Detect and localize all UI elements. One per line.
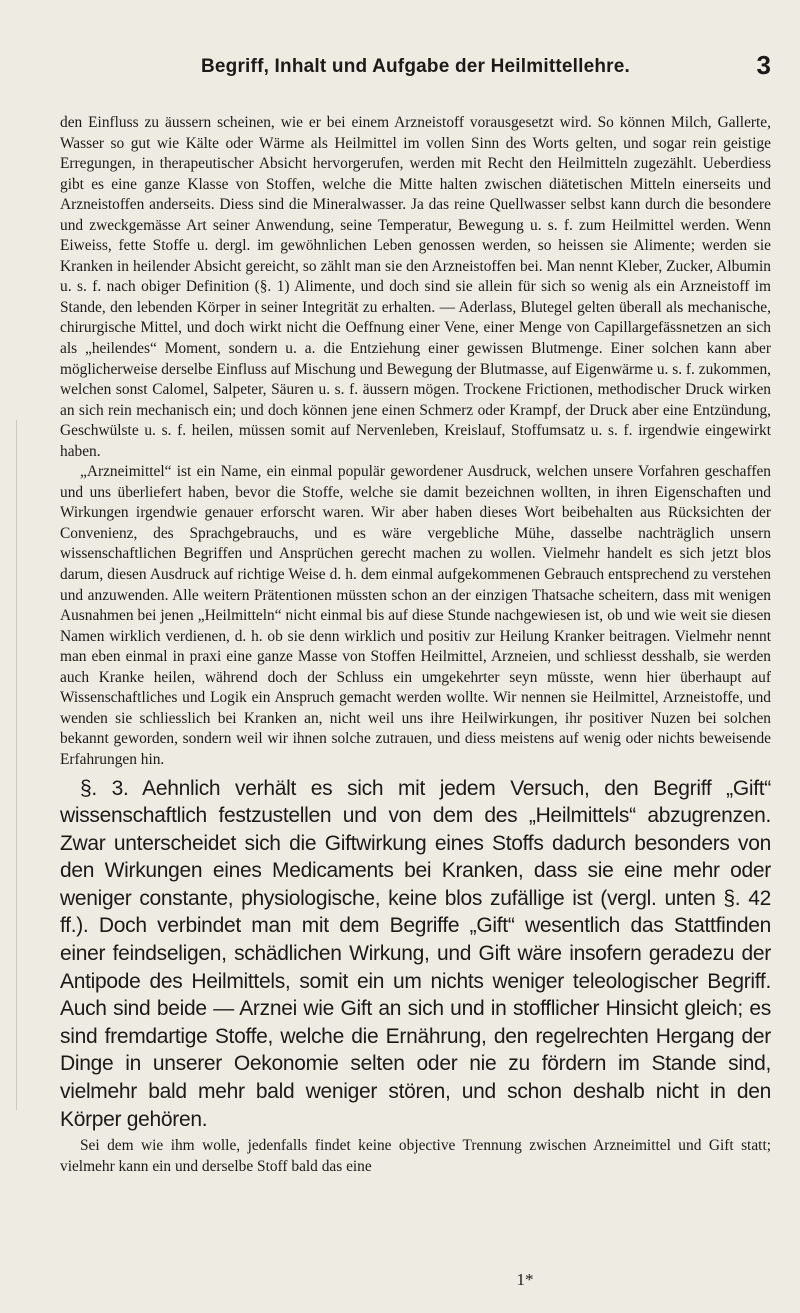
running-title: Begriff, Inhalt und Aufgabe der Heilmittellehre. xyxy=(200,56,631,77)
body-text xyxy=(60,113,771,1177)
page-header xyxy=(60,52,771,82)
paragraph-4: Sei dem wie ihm wolle, jedenfalls findet keine objective Trennung zwischen Arzneimittel und Gift statt; vielmehr kann ein und derselbe Stoff bald das eine xyxy=(60,1137,771,1175)
printer-signature: 1* xyxy=(516,1270,534,1289)
paragraph-1: den Einfluss zu äussern scheinen, wie er bei einem Arzneistoff vorausgesetzt wird. So können Milch, Gallerte, Wasser so gut wie Kälte oder Wärme als Heilmittel im vollen Sinn des Worts gelten, und sogar rein geistige Erregungen, in therapeutischer Absicht hervorgerufen, werden mit Recht den Heilmitteln zugezählt. Ueberdiess gibt es eine ganze Klasse von Stoffen, welche die Mitte halten zwischen diätetischen Mitteln einerseits und Arzneistoffen anderseits. Diess sind die Mineralwasser. Ja das reine Quellwasser selbst kann durch die besondere und zweckgemässe Art seiner Anwendung, seine Temperatur, Bewegung u. s. f. zum Heilmittel werden. Wenn Eiweiss, fette Stoffe u. dergl. im gewöhnlichen Leben genossen werden, so heissen sie Alimente; werden sie Kranken in heilender Absicht gereicht, so zählt man sie den Arzneistoffen bei. Man nennt Kleber, Zucker, Albumin u. s. f. nach obiger Definition (§. 1) Alimente, und doch sind sie allein für sich so wenig als ein Arzneistoff im Stande, den lebenden Körper in seiner Integrität zu erhalten. — Aderlass, Blutegel gelten überall als mechanische, chirurgische Mittel, und doch wirkt nicht die Oeffnung einer Vene, einer Menge von Capillargefässnetzen an sich als „heilendes“ Moment, sondern u. a. die Entziehung einer gewissen Blutmenge. Einer solchen kann aber möglicherweise derselbe Einfluss auf Mischung und Bewegung der Blutmasse, auf Eigenwärme u. s. f. zukommen, welchen sonst Calomel, Salpeter, Säuren u. s. f. äussern mögen. Trockene Frictionen, methodischer Druck wirken an sich rein mechanisch ein; und doch können jene einen Schmerz oder Krampf, der Druck aber eine Entzündung, Geschwülste u. s. f. heilen, müssen somit auf Nervenleben, Kreislauf, Stoffumsatz u. s. f. irgendwie eingewirkt haben. xyxy=(60,114,771,460)
page-number: 3 xyxy=(756,50,771,80)
paragraph-2: „Arzneimittel“ ist ein Name, ein einmal populär gewordener Ausdruck, welchen unsere Vorfahren geschaffen und uns überliefert haben, bevor die Stoffe, welche sie damit bezeichnen wollten, in ihren Eigenschaften und Wirkungen irgendwie genauer erforscht waren. Wir aber haben dieses Wort beibehalten aus Rücksichten der Convenienz, des Sprachgebrauchs, und es wäre vergebliche Mühe, dasselbe nachträglich unsern wissenschaftlichen Begriffen und Ansprüchen gerecht machen zu wollen. Vielmehr handelt es sich jetzt blos darum, diesen Ausdruck auf richtige Weise d. h. dem einmal aufgekommenen Gebrauch entsprechend zu verstehen und anzuwenden. Alle weitern Prätentionen müssten schon an der einzigen Thatsache scheitern, dass mit wenigen Ausnahmen bei jenen „Heilmitteln“ nicht einmal bis auf diese Stunde nachgewiesen ist, ob und wie weit sie diesen Namen wirklich verdienen, d. h. ob sie denn wirklich und positiv zur Heilung Kranker beitragen. Vielmehr nennt man eben einmal in praxi eine ganze Masse von Stoffen Heilmittel, Arzneien, und schliesst desshalb, sie werden auch Kranke heilen, während doch der Schluss ein umgekehrter seyn müsste, wenn hier überhaupt auf Wissenschaftliches und Logik ein Anspruch gemacht werden wollte. Wir nennen sie Heilmittel, Arzneistoffe, und wenden sie schliesslich bei Kranken an, nicht weil uns ihre Heilwirkungen, ihr positiver Nuzen bei solchen bekannt geworden, sondern weil wir ihnen solche zutrauen, und diess meistens auf wenig oder nichts beweisende Erfahrungen hin. xyxy=(60,463,771,768)
page-edge-shadow xyxy=(16,420,17,1110)
paragraph-section-3: §. 3. Aehnlich verhält es sich mit jedem Versuch, den Begriff „Gift“ wissenschaftlich festzustellen und von dem des „Heilmittels“ abzugrenzen. Zwar unterscheidet sich die Giftwirkung eines Stoffs dadurch besonders von den Wirkungen eines Medicaments bei Kranken, dass sie eine mehr oder weniger constante, physiologische, keine blos zufällige ist (vergl. unten §. 42 ff.). Doch verbindet man mit dem Begriffe „Gift“ wesentlich das Stattfinden einer feindseligen, schädlichen Wirkung, und Gift wäre insofern geradezu der Antipode des Heilmittels, somit ein um nichts weniger teleologischer Begriff. Auch sind beide — Arznei wie Gift an sich und in stofflicher Hinsicht gleich; es sind fremdartige Stoffe, welche die Ernährung, den regelrechten Hergang der Dinge in unserer Oekonomie selten oder nie zu fördern im Stande sind, vielmehr bald mehr bald weniger stören, und schon deshalb nicht in den Körper gehören. xyxy=(60,776,771,1131)
